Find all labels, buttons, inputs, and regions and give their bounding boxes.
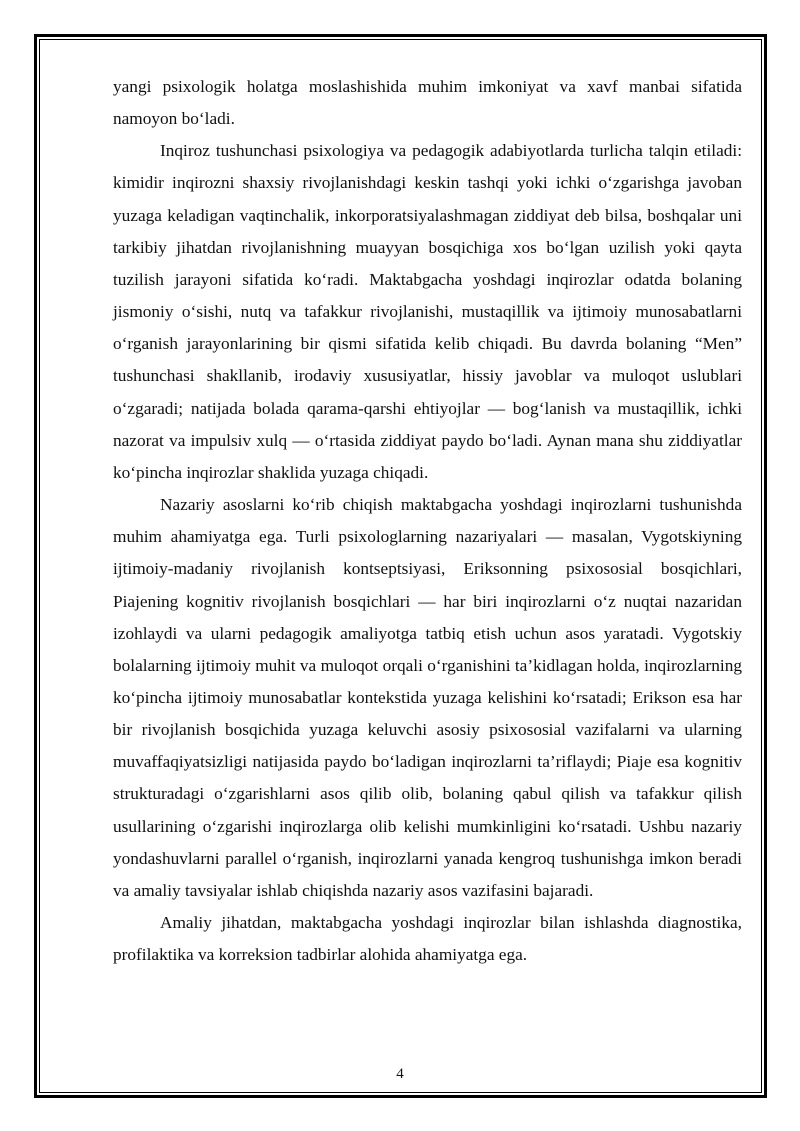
paragraph-theoretical-foundations: Nazariy asoslarni koʻrib chiqish maktabgacha yoshdagi inqirozlarni tushunishda muhim ahamiyatga ega. Turli psixologlarning nazariyalari — masalan, Vygotskiyning ijtimoiy-madaniy rivojlanish kontseptsiyasi, Eriksonning psixososial bosqichlari, Piajening kognitiv rivojlanish bosqichlari — har biri inqirozlarni oʻz nuqtai nazaridan izohlaydi va ularni pedagogik amaliyotga tatbiq etish uchun asos yaratadi. Vygotskiy bolalarning ijtimoiy muhit va muloqot orqali oʻrganishini ta’kidlagan holda, inqirozlarning koʻpincha ijtimoiy munosabatlar kontekstida yuzaga kelishini koʻrsatadi; Erikson esa har bir rivojlanish bosqichida yuzaga keluvchi asosiy psixososial vazifalarni va ularning muvaffaqiyatsizligi natijasida paydo boʻladigan inqirozlarni ta’riflaydi; Piaje esa kognitiv strukturadagi oʻzgarishlarni asos qilib olib, bolaning qabul qilish va tafakkur qilish usullarining oʻzgarishi inqirozlarga olib kelishi mumkinligini koʻrsatadi. Ushbu nazariy yondashuvlarni parallel oʻrganish, inqirozlarni yanada kengroq tushunishga imkon beradi va amaliy tavsiyalar ishlab chiqishda nazariy asos vazifasini bajaradi.	[113, 495, 742, 900]
paragraph-crisis-concept: Inqiroz tushunchasi psixologiya va pedagogik adabiyotlarda turlicha talqin etiladi: kimidir inqirozni shaxsiy rivojlanishdagi keskin tashqi yoki ichki oʻzgarishga javoban yuzaga keladigan vaqtinchalik, inkorporatsiyalashmagan ziddiyat deb bilsa, boshqalar uni tarkibiy jihatdan rivojlanishning muayyan bosqichiga xos boʻlgan uzilish yoki qayta tuzilish jarayoni sifatida koʻradi. Maktabgacha yoshdagi inqirozlar odatda bolaning jismoniy oʻsishi, nutq va tafakkur rivojlanishi, mustaqillik va ijtimoiy munosabatlarni oʻrganish jarayonlarining bir qismi sifatida kelib chiqadi. Bu davrda bolaning “Men” tushunchasi shakllanib, irodaviy xususiyatlar, hissiy javoblar va muloqot uslublari oʻzgaradi; natijada bolada qarama-qarshi ehtiyojlar — bogʻlanish va mustaqillik, ichki nazorat va impulsiv xulq — oʻrtasida ziddiyat paydo boʻladi. Aynan mana shu ziddiyatlar koʻpincha inqirozlar shaklida yuzaga chiqadi.	[113, 141, 742, 482]
document-body	[113, 71, 742, 971]
paragraph-continuation: yangi psixologik holatga moslashishida muhim imkoniyat va xavf manbai sifatida namoyon boʻladi.	[113, 77, 742, 129]
paragraph-practical-aspect: Amaliy jihatdan, maktabgacha yoshdagi inqirozlar bilan ishlashda diagnostika, profilaktika va korreksion tadbirlar alohida ahamiyatga ega.	[113, 913, 742, 965]
page-number: 4	[396, 1066, 404, 1082]
